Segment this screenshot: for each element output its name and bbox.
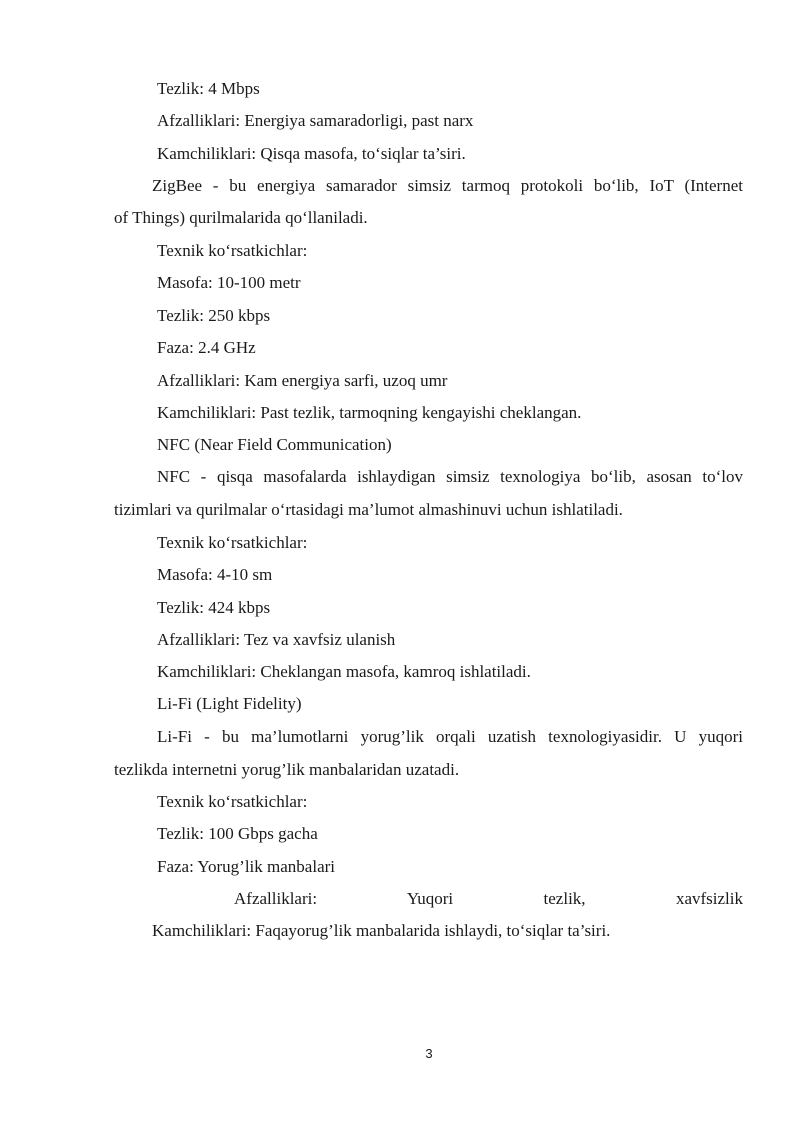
text-line: Afzalliklari: Kam energiya sarfi, uzoq umr bbox=[157, 371, 448, 390]
text-line: Masofa: 4-10 sm bbox=[157, 565, 273, 584]
page-number: 3 bbox=[425, 1046, 433, 1061]
text-line: Afzalliklari: Yuqori tezlik, xavfsizlik bbox=[234, 889, 743, 908]
text-line: Afzalliklari: Tez va xavfsiz ulanish bbox=[157, 630, 396, 649]
paragraph-line: NFC - qisqa masofalarda ishlaydigan simsiz texnologiya bo‘lib, asosan to‘lov bbox=[157, 467, 743, 486]
text-line: Texnik ko‘rsatkichlar: bbox=[157, 792, 308, 811]
paragraph-line: tizimlari va qurilmalar o‘rtasidagi ma’lumot almashinuvi uchun ishlatiladi. bbox=[114, 500, 623, 519]
text-line: Texnik ko‘rsatkichlar: bbox=[157, 241, 308, 260]
text-line: Kamchiliklari: Past tezlik, tarmoqning kengayishi cheklangan. bbox=[157, 403, 582, 422]
text-line: Kamchiliklari: Cheklangan masofa, kamroq ishlatiladi. bbox=[157, 662, 531, 681]
text-line: Tezlik: 250 kbps bbox=[157, 306, 271, 325]
text-line: Kamchiliklari: Faqayorug’lik manbalarida ishlaydi, to‘siqlar ta’siri. bbox=[152, 921, 611, 940]
text-line: Tezlik: 424 kbps bbox=[157, 598, 271, 617]
paragraph-line: Li-Fi - bu ma’lumotlarni yorug’lik orqali uzatish texnologiyasidir. U yuqori bbox=[157, 727, 743, 746]
paragraph-line: of Things) qurilmalarida qo‘llaniladi. bbox=[114, 208, 368, 227]
text-line: Texnik ko‘rsatkichlar: bbox=[157, 533, 308, 552]
paragraph-line: ZigBee - bu energiya samarador simsiz tarmoq protokoli bo‘lib, IoT (Internet bbox=[152, 176, 743, 195]
paragraph-line: tezlikda internetni yorug’lik manbalaridan uzatadi. bbox=[114, 760, 460, 779]
text-line: Faza: Yorug’lik manbalari bbox=[157, 857, 335, 876]
text-line: Masofa: 10-100 metr bbox=[157, 273, 301, 292]
section-heading: Li-Fi (Light Fidelity) bbox=[157, 694, 302, 713]
text-line: Kamchiliklari: Qisqa masofa, to‘siqlar ta’siri. bbox=[157, 144, 466, 163]
text-line: Tezlik: 4 Mbps bbox=[157, 79, 260, 98]
section-heading: NFC (Near Field Communication) bbox=[157, 435, 392, 454]
text-line: Tezlik: 100 Gbps gacha bbox=[157, 824, 318, 843]
text-line: Afzalliklari: Energiya samaradorligi, past narx bbox=[157, 111, 474, 130]
text-line: Faza: 2.4 GHz bbox=[157, 338, 256, 357]
